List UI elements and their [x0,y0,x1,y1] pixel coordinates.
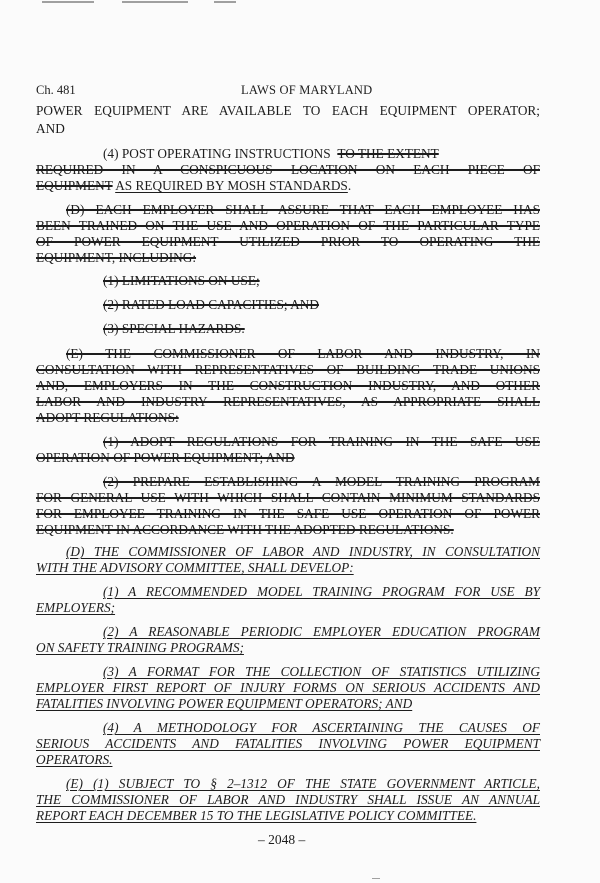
struck-line: (2) RATED LOAD CAPACITIES; AND [103,297,319,312]
scan-mark [214,1,236,3]
inserted-line: SERIOUS ACCIDENTS AND FATALITIES INVOLVING POWER EQUIPMENT [36,736,540,751]
text-line: EQUIPMENT AS REQUIRED BY MOSH STANDARDS. [36,178,352,193]
inserted-line: (1) A RECOMMENDED MODEL TRAINING PROGRAM FOR USE BY [103,584,540,599]
scan-mark [372,878,380,879]
page-title: LAWS OF MARYLAND [241,83,373,97]
text-line: POWER EQUIPMENT ARE AVAILABLE TO EACH EQUIPMENT OPERATOR; [36,103,540,118]
inserted-line: EMPLOYERS; [36,600,116,615]
struck-line: ADOPT REGULATIONS: [36,410,179,425]
struck-line: CONSULTATION WITH REPRESENTATIVES OF BUILDING TRADE UNIONS [36,362,540,377]
struck-line: (1) LIMITATIONS ON USE; [103,273,260,288]
struck-line: OF POWER EQUIPMENT UTILIZED PRIOR TO OPERATING THE [36,234,540,249]
inserted-line: (E) (1) SUBJECT TO § 2–1312 OF THE STATE GOVERNMENT ARTICLE, [66,776,540,791]
inserted-line: ON SAFETY TRAINING PROGRAMS; [36,640,244,655]
inserted-line: EMPLOYER FIRST REPORT OF INJURY FORMS ON SERIOUS ACCIDENTS AND [36,680,540,695]
struck-line: (3) SPECIAL HAZARDS. [103,321,245,336]
inserted-line: THE COMMISSIONER OF LABOR AND INDUSTRY SHALL ISSUE AN ANNUAL [36,792,540,807]
struck-line: EQUIPMENT, INCLUDING: [36,250,197,265]
text-line: AND [36,121,65,136]
struck-line: LABOR AND INDUSTRY REPRESENTATIVES, AS APPROPRIATE SHALL [36,394,540,409]
inserted-line: OPERATORS. [36,752,113,767]
struck-line: EQUIPMENT IN ACCORDANCE WITH THE ADOPTED REGULATIONS. [36,522,454,537]
struck-line: BEEN TRAINED ON THE USE AND OPERATION OF THE PARTICULAR TYPE [36,218,540,233]
struck-line: (2) PREPARE ESTABLISHING A MODEL TRAINING PROGRAM [103,474,540,489]
struck-line: AND, EMPLOYERS IN THE CONSTRUCTION INDUSTRY, AND OTHER [36,378,540,393]
chapter-label: Ch. 481 [36,83,76,97]
inserted-text: AS REQUIRED BY MOSH STANDARDS [115,178,348,193]
struck-line: (D) EACH EMPLOYER SHALL ASSURE THAT EACH EMPLOYEE HAS [66,202,540,217]
struck-line: OPERATION OF POWER EQUIPMENT; AND [36,450,295,465]
inserted-line: (3) A FORMAT FOR THE COLLECTION OF STATISTICS UTILIZING [103,664,540,679]
scan-mark [42,1,94,3]
struck-line: FOR EMPLOYEE TRAINING IN THE SAFE USE OPERATION OF POWER [36,506,540,521]
struck-line: REQUIRED IN A CONSPICUOUS LOCATION ON EACH PIECE OF [36,162,540,177]
page-number: – 2048 – [258,832,306,847]
struck-text: TO THE EXTENT [337,146,439,161]
struck-line: FOR GENERAL USE WITH WHICH SHALL CONTAIN MINIMUM STANDARDS [36,490,540,505]
struck-line: (E) THE COMMISSIONER OF LABOR AND INDUSTRY, IN [66,346,540,361]
inserted-line: (4) A METHODOLOGY FOR ASCERTAINING THE CAUSES OF [103,720,540,735]
text-line: (4) POST OPERATING INSTRUCTIONS TO THE EXTENT [103,146,439,161]
inserted-line: (2) A REASONABLE PERIODIC EMPLOYER EDUCATION PROGRAM [103,624,540,639]
inserted-line: REPORT EACH DECEMBER 15 TO THE LEGISLATIVE POLICY COMMITTEE. [36,808,477,823]
scan-mark [122,1,188,3]
inserted-line: WITH THE ADVISORY COMMITTEE, SHALL DEVELOP: [36,560,354,575]
struck-line: (1) ADOPT REGULATIONS FOR TRAINING IN THE SAFE USE [103,434,540,449]
inserted-line: FATALITIES INVOLVING POWER EQUIPMENT OPERATORS; AND [36,696,413,711]
inserted-line: (D) THE COMMISSIONER OF LABOR AND INDUSTRY, IN CONSULTATION [66,544,540,559]
struck-text: EQUIPMENT [36,178,113,193]
